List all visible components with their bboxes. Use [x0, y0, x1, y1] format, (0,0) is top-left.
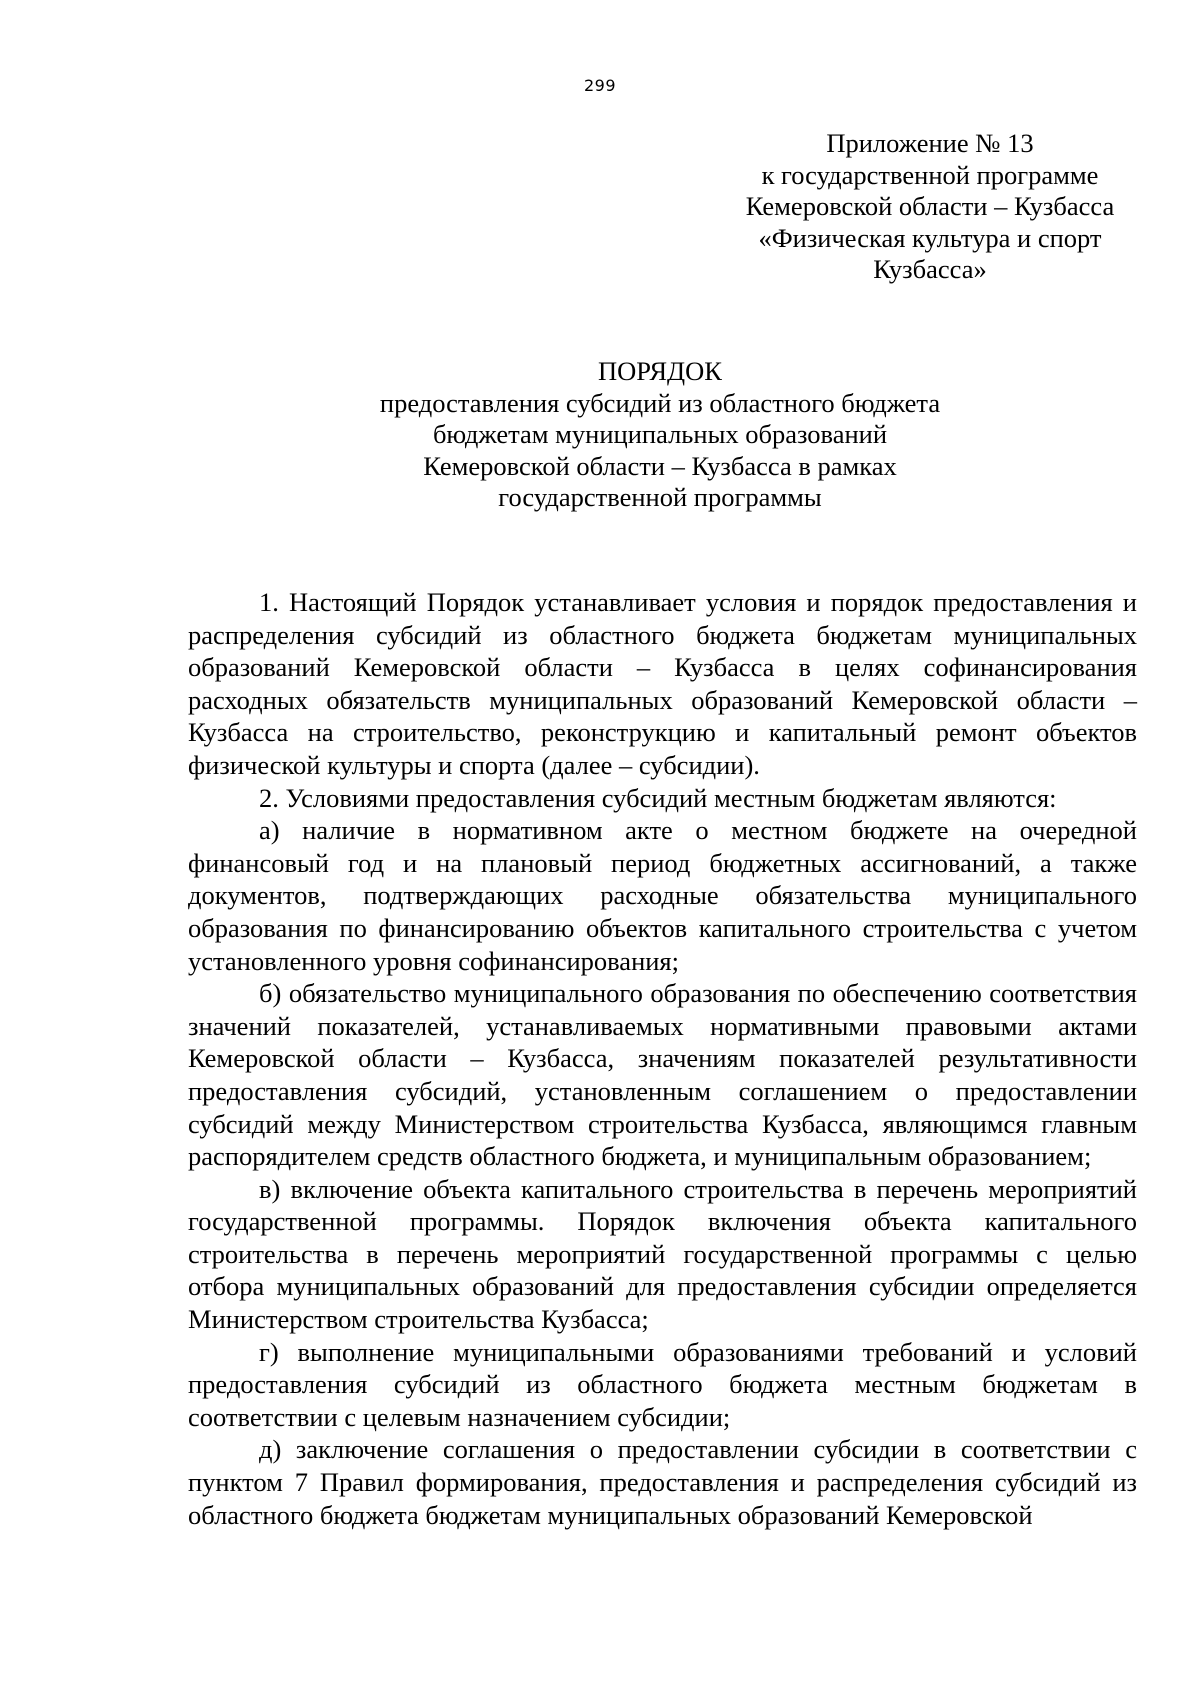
title-line: Кемеровской области – Кузбасса в рамках — [423, 450, 897, 481]
title-line: бюджетам муниципальных образований — [432, 419, 888, 449]
title-line: предоставления субсидий из областного бюджета — [379, 387, 941, 418]
paragraph-2: 2. Условиями предоставления субсидий местным бюджетам являются: — [259, 782, 1057, 813]
paragraph-2d: д) заключение соглашения о предоставлении субсидии в соответствии с пунктом 7 Правил формирования, предоставления и распределения субсидий из областного бюджета бюджетам муниципальных образований Кемеровской — [188, 1434, 1137, 1530]
appendix-line: Приложение № 13 — [826, 128, 1034, 158]
paragraph-2g: г) выполнение муниципальными образованиями требований и условий предоставления субсидий из областного бюджета местным бюджетам в соответствии с целевым назначением субсидии; — [188, 1336, 1137, 1432]
title-line: государственной программы — [498, 482, 822, 512]
paragraph-2v: в) включение объекта капитального строительства в перечень мероприятий государственной программы. Порядок включения объекта капитального строительства в перечень мероприятий государственной программы с целью отбора муниципальных образований для предоставления субсидии определяется Министерством строительства Кузбасса; — [188, 1173, 1137, 1335]
appendix-line: «Физическая культура и спорт — [758, 222, 1102, 253]
appendix-header — [690, 128, 1170, 286]
paragraph-2a: а) наличие в нормативном акте о местном бюджете на очередной финансовый год и на плановый период бюджетных ассигнований, а также документов, подтверждающих расходные обязательства муниципального образования по финансированию объектов капитального строительства с учетом установленного уровня софинансирования; — [188, 815, 1137, 976]
paragraph-1: 1. Настоящий Порядок устанавливает условия и порядок предоставления и распределения субсидий из областного бюджета бюджетам муниципальных образований Кемеровской области – Кузбасса в целях софинансирования расходных обязательств муниципальных образований Кемеровской области – Кузбасса на строительство, реконструкцию и капитальный ремонт объектов физической культуры и спорта (далее – субсидии). — [188, 587, 1137, 780]
page-number: 299 — [583, 76, 617, 95]
appendix-line: к государственной программе — [761, 159, 1099, 190]
document-title — [290, 356, 1030, 514]
appendix-line: Кузбасса» — [873, 254, 987, 284]
appendix-line: Кемеровской области – Кузбасса — [745, 191, 1115, 221]
document-body — [188, 586, 1137, 1531]
paragraph-2b: б) обязательство муниципального образования по обеспечению соответствия значений показателей, устанавливаемых нормативными правовыми актами Кемеровской области – Кузбасса, значениям показателей результативности предоставления субсидий, установленным соглашением о предоставлении субсидий между Министерством строительства Кузбасса, являющимся главным распорядителем средств областного бюджета, и муниципальным образованием; — [188, 978, 1137, 1172]
title-heading: ПОРЯДОК — [598, 356, 722, 386]
